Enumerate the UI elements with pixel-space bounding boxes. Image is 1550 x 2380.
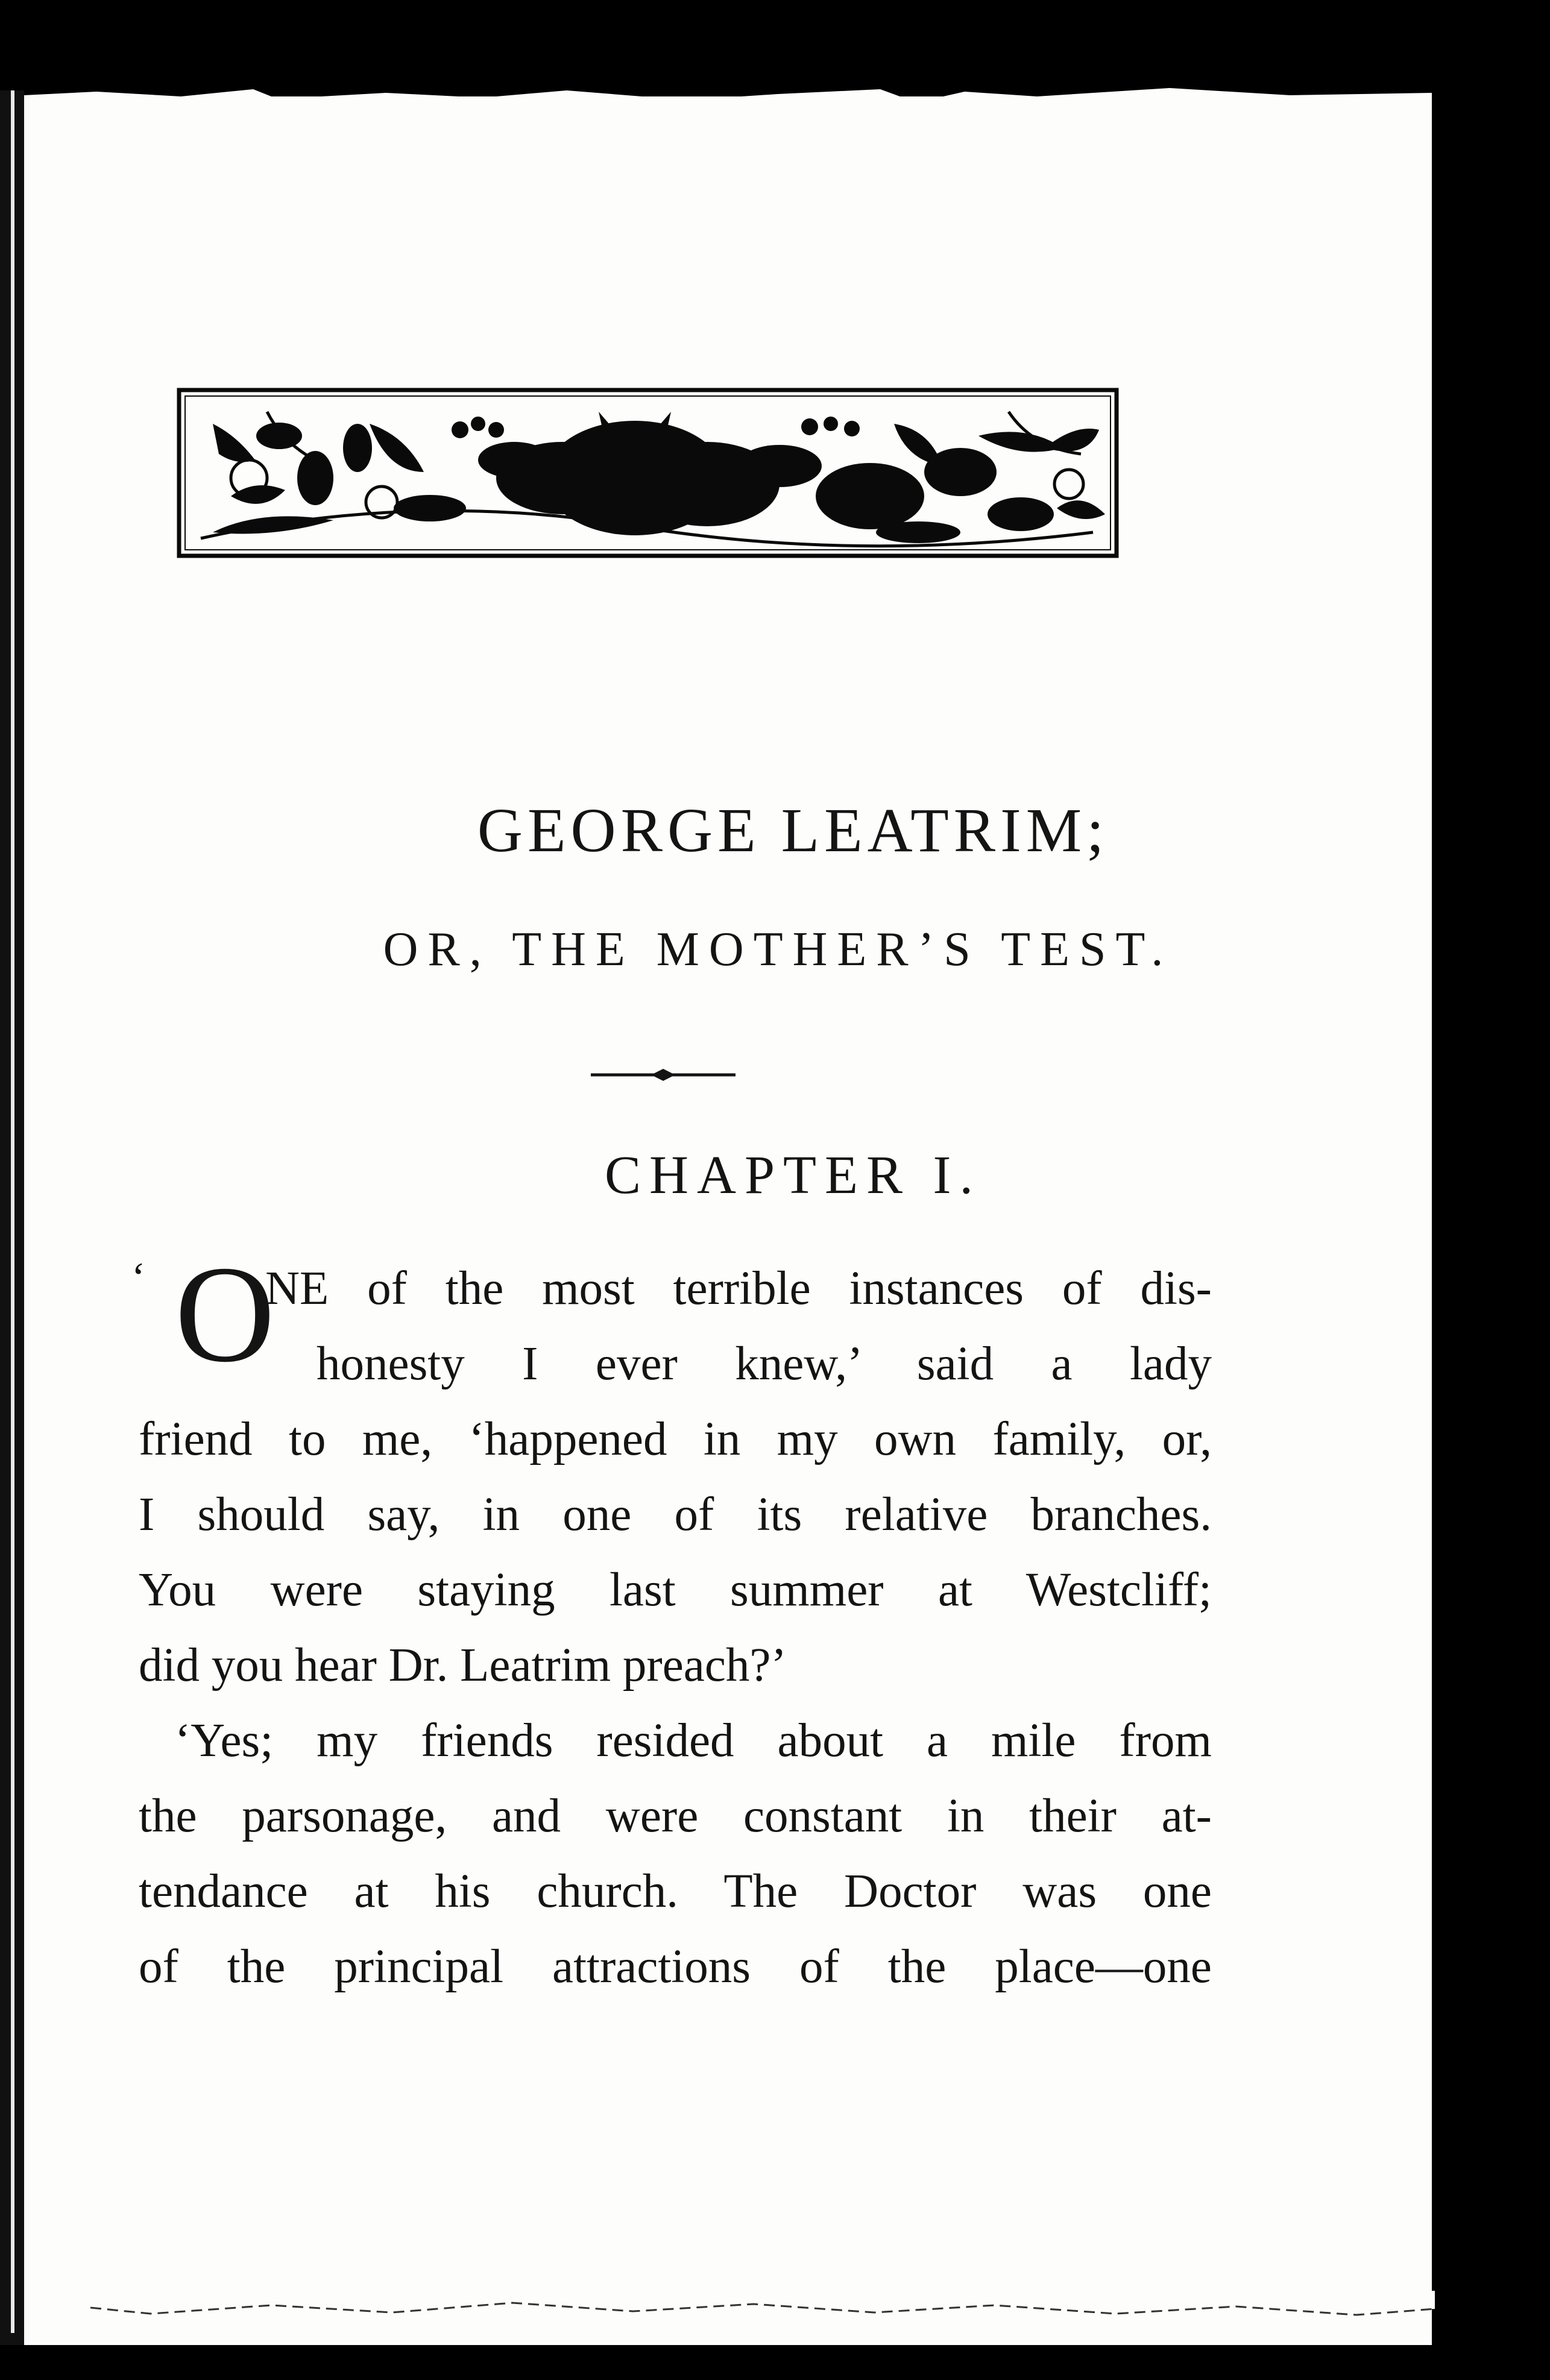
book-title: GEORGE LEATRIM; xyxy=(477,796,1109,865)
text-line: the parsonage, and were constant in their at- xyxy=(139,1790,1212,1842)
torn-top-edge xyxy=(24,84,1432,109)
text-line: honesty I ever knew,’ said a lady xyxy=(317,1338,1212,1390)
opening-quote-mark: ‘ xyxy=(131,1255,146,1301)
floral-headpiece-ornament xyxy=(177,388,1119,558)
ragged-bottom-edge xyxy=(90,2291,1435,2327)
book-subtitle: OR, THE MOTHER’S TEST. xyxy=(383,923,1173,976)
text-line: tendance at his church. The Doctor was one xyxy=(139,1865,1212,1918)
ornamental-divider xyxy=(591,1066,736,1084)
text-line: friend to me, ‘happened in my own family, or, xyxy=(139,1413,1212,1465)
text-line: of the principal attractions of the place—one xyxy=(139,1941,1212,1993)
text-line: NE of the most terrible instances of dis- xyxy=(265,1262,1212,1315)
text-line: did you hear Dr. Leatrim preach?’ xyxy=(139,1639,787,1692)
text-line: ‘Yes; my friends resided about a mile from xyxy=(175,1714,1212,1767)
chapter-body xyxy=(139,1251,1212,2004)
drop-cap: O xyxy=(175,1237,276,1391)
chapter-heading: CHAPTER I. xyxy=(604,1145,982,1205)
text-line: I should say, in one of its relative branches. xyxy=(139,1488,1212,1541)
text-line: You were staying last summer at Westcliff; xyxy=(139,1564,1212,1616)
binding-edge xyxy=(11,90,14,2333)
